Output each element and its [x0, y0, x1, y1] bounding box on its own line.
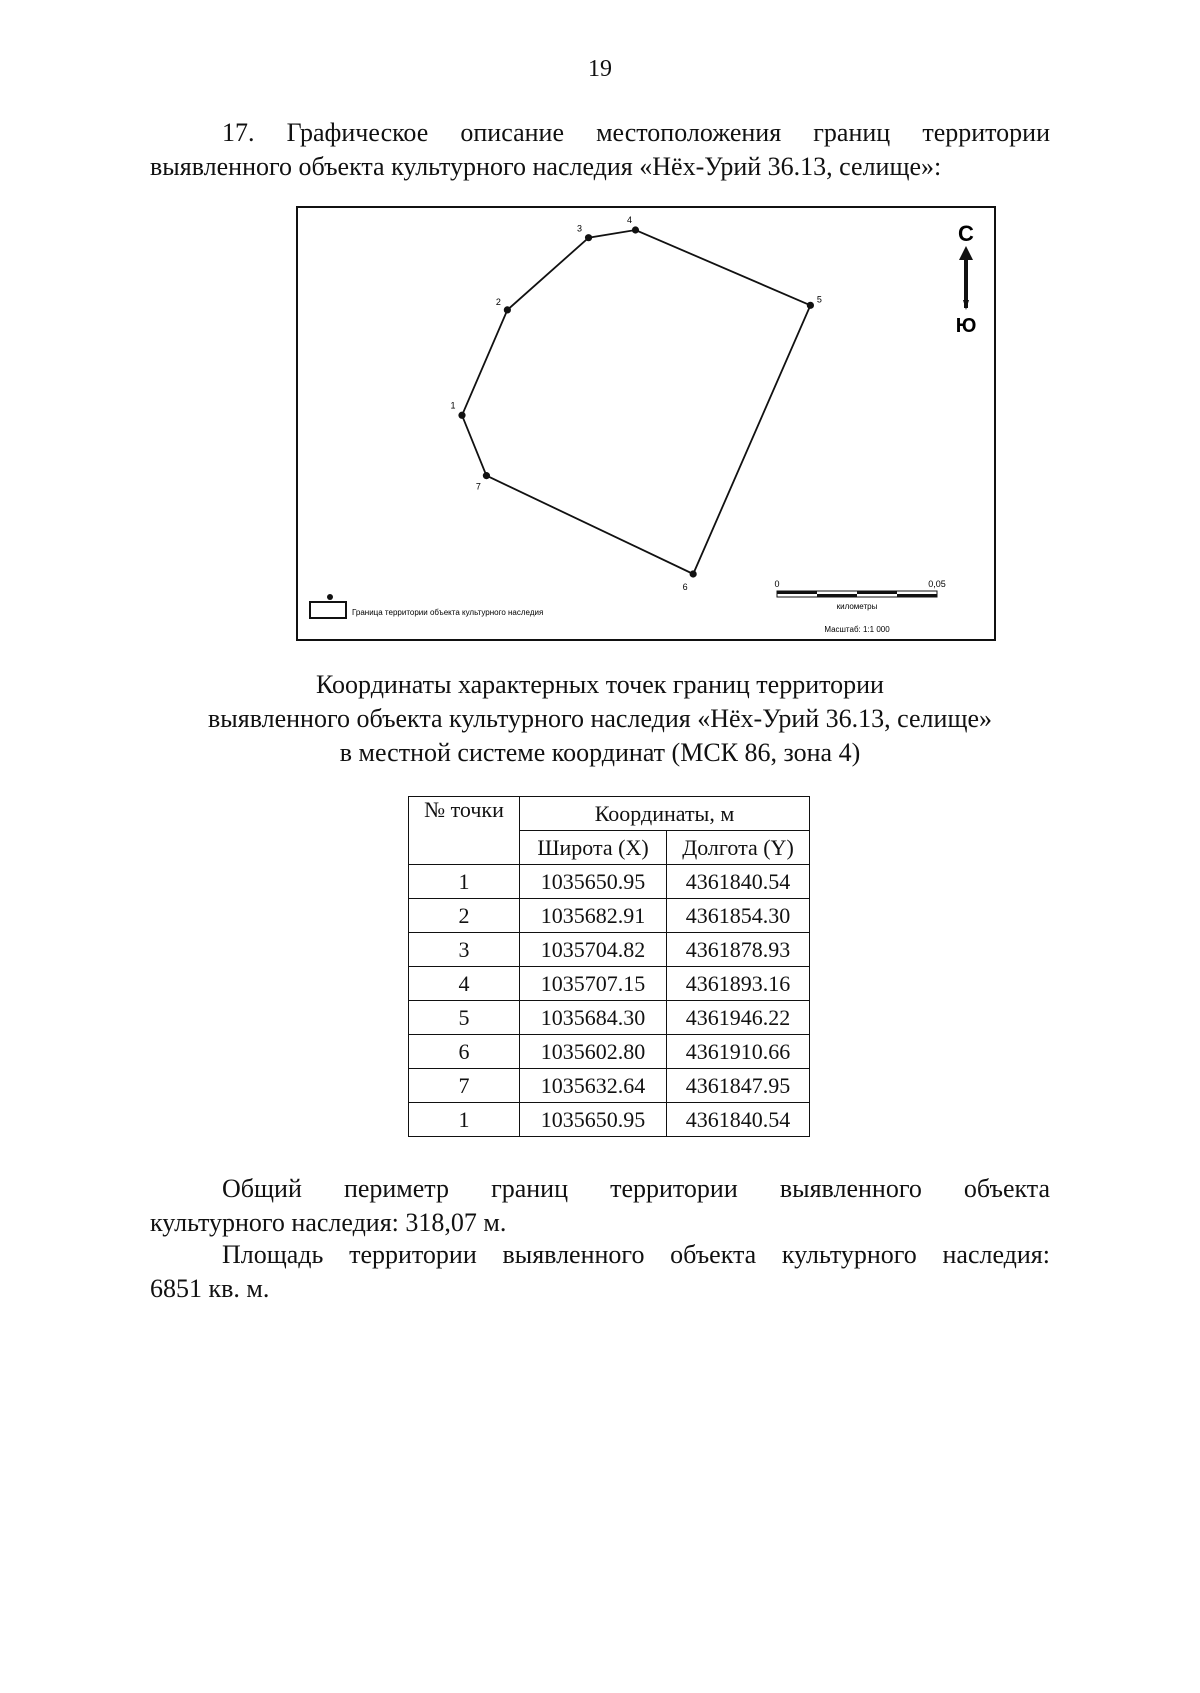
- header-point-number: № точки: [409, 797, 520, 865]
- vertex-point-4: [632, 226, 639, 233]
- area-line1: Площадь территории выявленного объекта культурного наследия:: [222, 1240, 1050, 1269]
- cell-point-number: 2: [409, 899, 520, 933]
- legend-point-marker: [327, 594, 333, 600]
- scale-bar: [774, 579, 945, 634]
- vertex-label-7: 7: [475, 481, 481, 492]
- table-body: [409, 865, 810, 1137]
- caption-line2: выявленного объекта культурного наследия «Нёх-Урий 36.13, селище»: [207, 704, 993, 733]
- compass-icon: [956, 221, 977, 337]
- cell-point-number: 4: [409, 967, 520, 1001]
- boundary-vertices: [450, 215, 821, 592]
- header-latitude: Широта (X): [520, 831, 667, 865]
- cell-longitude: 4361910.66: [667, 1035, 810, 1069]
- table-row: [409, 1103, 810, 1137]
- vertex-point-5: [807, 302, 814, 309]
- vertex-point-3: [585, 234, 592, 241]
- cell-longitude: 4361840.54: [667, 865, 810, 899]
- perimeter-paragraph: [150, 1172, 1050, 1240]
- boundary-map: [296, 206, 996, 641]
- header-coordinates: Координаты, м: [520, 797, 810, 831]
- page-number: 19: [588, 56, 612, 82]
- table-row: [409, 967, 810, 1001]
- vertex-label-6: 6: [682, 582, 688, 592]
- cell-longitude: 4361854.30: [667, 899, 810, 933]
- vertex-label-3: 3: [577, 223, 583, 234]
- table-row: [409, 1001, 810, 1035]
- perimeter-line1: Общий периметр границ территории выявленного объекта: [222, 1174, 1050, 1203]
- cell-point-number: 7: [409, 1069, 520, 1103]
- section-heading-line1: 17. Графическое описание местоположения границ территории: [222, 118, 1050, 147]
- scale-ratio-label: Масштаб: 1:1 000: [824, 625, 890, 634]
- cell-longitude: 4361840.54: [667, 1103, 810, 1137]
- legend: [310, 594, 543, 618]
- cell-latitude: 1035632.64: [520, 1069, 667, 1103]
- scale-zero-label: 0: [774, 579, 780, 589]
- cell-latitude: 1035682.91: [520, 899, 667, 933]
- table-header-row: [409, 797, 810, 831]
- vertex-label-5: 5: [816, 294, 822, 305]
- perimeter-line2: культурного наследия: 318,07 м.: [150, 1208, 507, 1237]
- cell-point-number: 5: [409, 1001, 520, 1035]
- boundary-polygon: [462, 230, 810, 574]
- cell-latitude: 1035650.95: [520, 1103, 667, 1137]
- cell-longitude: 4361878.93: [667, 933, 810, 967]
- cell-latitude: 1035602.80: [520, 1035, 667, 1069]
- scale-units-label: километры: [836, 602, 878, 611]
- vertex-point-7: [483, 472, 490, 479]
- caption-line3: в местной системе координат (МСК 86, зона 4): [339, 738, 861, 767]
- table-row: [409, 933, 810, 967]
- cell-longitude: 4361847.95: [667, 1069, 810, 1103]
- vertex-point-6: [690, 570, 697, 577]
- cell-point-number: 6: [409, 1035, 520, 1069]
- cell-longitude: 4361893.16: [667, 967, 810, 1001]
- area-paragraph: [150, 1238, 1050, 1306]
- caption-line1: Координаты характерных точек границ территории: [316, 670, 884, 699]
- table-row: [409, 865, 810, 899]
- cell-longitude: 4361946.22: [667, 1001, 810, 1035]
- cell-point-number: 1: [409, 1103, 520, 1137]
- cell-point-number: 1: [409, 865, 520, 899]
- cell-latitude: 1035684.30: [520, 1001, 667, 1035]
- compass-north-label: С: [958, 221, 974, 246]
- table-row: [409, 1069, 810, 1103]
- coordinates-caption: [0, 668, 1200, 770]
- vertex-label-4: 4: [626, 215, 632, 225]
- table-row: [409, 1035, 810, 1069]
- vertex-point-1: [458, 412, 465, 419]
- section-heading: [150, 116, 1050, 184]
- cell-latitude: 1035707.15: [520, 967, 667, 1001]
- vertex-point-2: [504, 306, 511, 313]
- cell-point-number: 3: [409, 933, 520, 967]
- cell-latitude: 1035704.82: [520, 933, 667, 967]
- scale-max-label: 0,05: [928, 579, 946, 589]
- vertex-label-2: 2: [495, 296, 501, 307]
- header-longitude: Долгота (Y): [667, 831, 810, 865]
- compass-south-label: Ю: [955, 315, 977, 337]
- legend-boundary-swatch: [310, 602, 346, 618]
- area-line2: 6851 кв. м.: [150, 1274, 270, 1303]
- coordinates-table: [408, 796, 810, 1137]
- legend-label: Граница территории объекта культурного наследия: [352, 608, 544, 617]
- table-row: [409, 899, 810, 933]
- section-heading-line2: выявленного объекта культурного наследия «Нёх-Урий 36.13, селище»:: [150, 152, 942, 181]
- cell-latitude: 1035650.95: [520, 865, 667, 899]
- vertex-label-1: 1: [450, 400, 456, 411]
